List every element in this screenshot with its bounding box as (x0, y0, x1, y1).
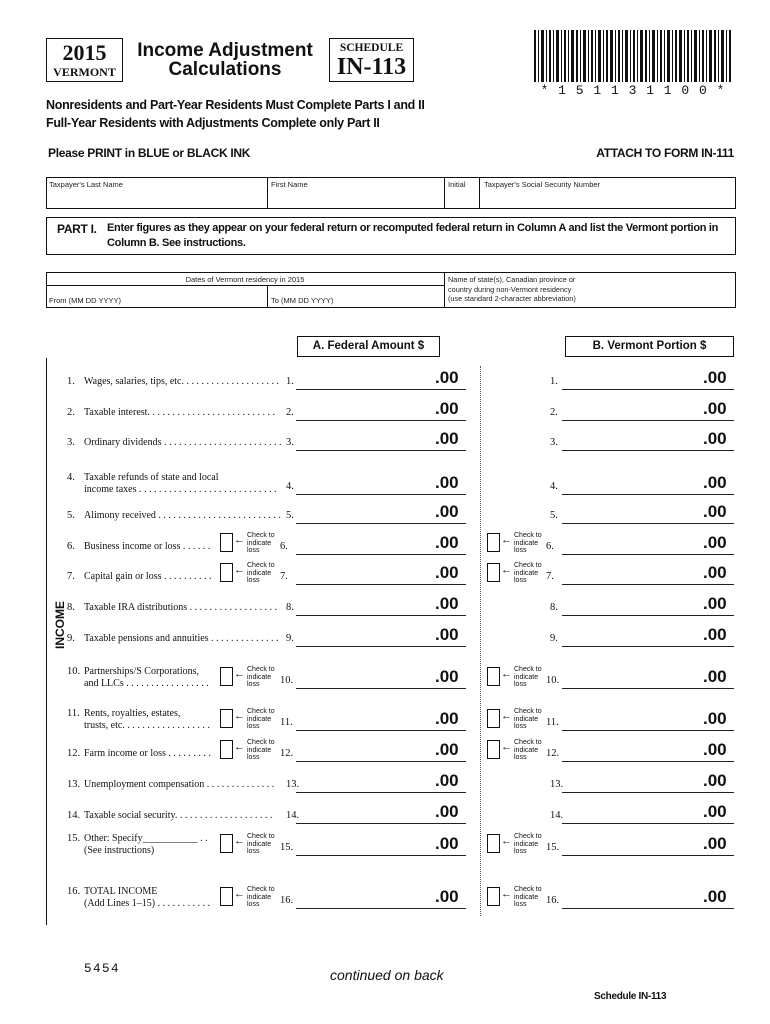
loss-label: indicate (247, 569, 272, 577)
column-b-amount-line (562, 523, 734, 524)
line-number: 14. (67, 810, 81, 821)
line-number: 16. (67, 886, 81, 897)
column-a-amount-input[interactable] (296, 630, 428, 646)
divider (267, 285, 268, 308)
line-label: Taxable IRA distributions . . . . . . . . . . . . . . . . . . (84, 602, 278, 613)
column-b-amount-line (562, 554, 734, 555)
year-box (46, 38, 123, 82)
column-a-cents: .00 (435, 709, 459, 728)
column-a-line-number: 11. (280, 717, 293, 728)
state-label-line3: (use standard 2-character abbreviation) (448, 294, 576, 303)
line-number: 1. (67, 376, 75, 387)
column-a-amount-line (296, 420, 466, 421)
column-a-amount-input[interactable] (296, 599, 428, 615)
column-a-loss-checkbox[interactable] (220, 533, 233, 552)
loss-label: loss (247, 681, 260, 688)
column-b-amount-line (562, 450, 734, 451)
column-a-cents: .00 (435, 802, 459, 821)
column-a-amount-line (296, 554, 466, 555)
line-label: income taxes . . . . . . . . . . . . . . . . . . . . . . . . . . . . (84, 484, 277, 495)
arrow-left-icon: ← (234, 564, 245, 576)
column-b-cents: .00 (703, 563, 727, 582)
column-a-loss-checkbox[interactable] (220, 709, 233, 728)
column-a-cents: .00 (435, 368, 459, 387)
column-a-amount-input[interactable] (296, 672, 428, 688)
loss-label: indicate (247, 840, 272, 848)
arrow-left-icon: ← (501, 668, 512, 680)
column-a-line-number: 2. (286, 407, 294, 418)
column-b-line-number: 6. (546, 541, 554, 552)
loss-label: loss (247, 754, 260, 761)
column-a-loss-checkbox[interactable] (220, 887, 233, 906)
loss-label: Check to (247, 562, 275, 569)
column-a-amount-line (296, 761, 466, 762)
column-b-line-number: 5. (550, 510, 558, 521)
part1-text-line2: Column B. See instructions. (107, 237, 246, 249)
column-b-amount-line (562, 688, 734, 689)
from-date-field[interactable] (48, 287, 265, 306)
column-b-cents: .00 (703, 740, 727, 759)
column-b-loss-checkbox[interactable] (487, 740, 500, 759)
loss-label: indicate (514, 715, 539, 723)
column-a-line-number: 15. (280, 842, 294, 853)
instruction-line2: Full-Year Residents with Adjustments Complete only Part II (46, 116, 380, 130)
arrow-left-icon: ← (501, 741, 512, 753)
column-b-header: B. Vermont Portion $ (565, 336, 734, 357)
column-b-amount-line (562, 615, 734, 616)
column-a-amount-line (296, 688, 466, 689)
first-name-field[interactable] (270, 190, 442, 207)
initial-label: Initial (448, 180, 466, 189)
column-a-cents: .00 (435, 667, 459, 686)
loss-label: indicate (514, 539, 539, 547)
loss-label: loss (514, 754, 527, 761)
column-a-amount-line (296, 450, 466, 451)
last-name-field[interactable] (48, 190, 265, 207)
column-a-amount-line (296, 823, 466, 824)
column-b-cents: .00 (703, 802, 727, 821)
column-b-cents: .00 (703, 502, 727, 521)
line-label: (See instructions) (84, 845, 155, 856)
line-label: Taxable refunds of state and local (84, 472, 219, 483)
column-b-cents: .00 (703, 625, 727, 644)
column-a-line-number: 5. (286, 510, 294, 521)
column-a-cents: .00 (435, 429, 459, 448)
column-a-loss-checkbox[interactable] (220, 740, 233, 759)
line-label: Rents, royalties, estates, (84, 708, 181, 719)
dates-header: Dates of Vermont residency in 2015 (185, 275, 305, 284)
column-a-amount-input[interactable] (296, 714, 428, 730)
column-a-amount-input[interactable] (296, 507, 428, 523)
arrow-left-icon: ← (234, 888, 245, 900)
ssn-label: Taxpayer's Social Security Number (484, 180, 601, 189)
loss-label: Check to (514, 833, 542, 840)
arrow-left-icon: ← (234, 741, 245, 753)
column-b-amount-input[interactable] (562, 507, 700, 523)
column-a-loss-checkbox[interactable] (220, 563, 233, 582)
loss-label: loss (514, 723, 527, 730)
column-a-cents: .00 (435, 594, 459, 613)
column-a-amount-line (296, 646, 466, 647)
line-label: Ordinary dividends . . . . . . . . . . . . . . . . . . . . . . . . (84, 437, 282, 448)
column-a-amount-input[interactable] (296, 373, 428, 389)
column-a-amount-line (296, 730, 466, 731)
column-a-line-number: 3. (286, 437, 294, 448)
loss-label: loss (514, 901, 527, 908)
column-a-line-number: 16. (280, 895, 294, 906)
loss-label: loss (514, 577, 527, 584)
column-b-line-number: 2. (550, 407, 558, 418)
column-b-amount-input[interactable] (562, 478, 700, 494)
column-b-cents: .00 (703, 533, 727, 552)
loss-label: loss (247, 848, 260, 855)
column-a-amount-input[interactable] (296, 538, 428, 554)
column-b-line-number: 7. (546, 571, 554, 582)
column-a-amount-input[interactable] (296, 892, 428, 908)
arrow-left-icon: ← (234, 668, 245, 680)
column-b-loss-checkbox[interactable] (487, 667, 500, 686)
column-a-cents: .00 (435, 563, 459, 582)
column-b-cents: .00 (703, 399, 727, 418)
column-b-loss-checkbox[interactable] (487, 834, 500, 853)
loss-label: Check to (514, 562, 542, 569)
attach-note: ATTACH TO FORM IN-111 (596, 146, 734, 160)
footer-schedule: Schedule IN-113 (594, 991, 667, 1002)
loss-label: loss (247, 577, 260, 584)
column-b-cents: .00 (703, 473, 727, 492)
column-b-amount-input[interactable] (562, 599, 700, 615)
column-b-amount-input[interactable] (562, 373, 700, 389)
continued-note: continued on back (330, 967, 444, 983)
column-a-line-number: 1. (286, 376, 294, 387)
column-a-line-number: 14. (286, 810, 300, 821)
line-label: (Add Lines 1–15) . . . . . . . . . . . (84, 898, 211, 909)
line-label: Unemployment compensation . . . . . . . . . . . . . . (84, 779, 275, 790)
line-number: 8. (67, 602, 75, 613)
loss-label: indicate (247, 673, 272, 681)
arrow-left-icon: ← (501, 534, 512, 546)
divider (444, 177, 445, 209)
column-b-cents: .00 (703, 834, 727, 853)
arrow-left-icon: ← (501, 888, 512, 900)
column-a-amount-line (296, 792, 466, 793)
column-b-loss-checkbox[interactable] (487, 563, 500, 582)
column-a-cents: .00 (435, 771, 459, 790)
to-date-field[interactable] (270, 287, 442, 306)
part1-text-line1: Enter figures as they appear on your federal return or recomputed federal return in Column A and list the Vermont portion in (107, 222, 719, 234)
line-number: 6. (67, 541, 75, 552)
column-b-line-number: 11. (546, 717, 559, 728)
column-b-line-number: 15. (546, 842, 560, 853)
column-a-cents: .00 (435, 834, 459, 853)
line-number: 11. (67, 708, 80, 719)
column-a-cents: .00 (435, 887, 459, 906)
column-a-amount-input[interactable] (296, 839, 428, 855)
column-b-amount-input[interactable] (562, 672, 700, 688)
column-b-cents: .00 (703, 429, 727, 448)
line-label: Other: Specify___________ . . (84, 833, 208, 844)
column-a-amount-input[interactable] (296, 745, 428, 761)
column-b-cents: .00 (703, 594, 727, 613)
loss-label: Check to (247, 708, 275, 715)
title-line1: Income Adjustment (137, 40, 313, 61)
column-a-cents: .00 (435, 502, 459, 521)
initial-field[interactable] (446, 190, 477, 207)
column-b-amount-input[interactable] (562, 630, 700, 646)
column-b-line-number: 12. (546, 748, 560, 759)
column-b-line-number: 8. (550, 602, 558, 613)
barcode-text: * 1 5 1 1 3 1 1 0 0 * (540, 83, 726, 98)
column-a-amount-input[interactable] (296, 776, 428, 792)
divider (479, 177, 480, 209)
column-b-line-number: 10. (546, 675, 560, 686)
line-number: 13. (67, 779, 81, 790)
form-code: 5454 (84, 962, 121, 976)
line-label: Farm income or loss . . . . . . . . . (84, 748, 211, 759)
first-name-label: First Name (271, 180, 308, 189)
divider (267, 177, 268, 209)
state-label-line2: country during non-Vermont residency (448, 284, 572, 294)
instruction-line1: Nonresidents and Part-Year Residents Must Complete Parts I and II (46, 98, 425, 112)
loss-label: Check to (247, 666, 275, 673)
column-a-cents: .00 (435, 740, 459, 759)
arrow-left-icon: ← (234, 835, 245, 847)
loss-label: indicate (514, 746, 539, 754)
column-b-amount-input[interactable] (562, 714, 700, 730)
column-b-line-number: 4. (550, 481, 558, 492)
column-b-line-number: 14. (550, 810, 564, 821)
column-b-amount-input[interactable] (562, 568, 700, 584)
column-b-line-number: 1. (550, 376, 558, 387)
line-label: Partnerships/S Corporations, (84, 666, 199, 677)
column-a-amount-line (296, 615, 466, 616)
column-a-amount-line (296, 523, 466, 524)
column-b-cents: .00 (703, 368, 727, 387)
loss-label: loss (247, 901, 260, 908)
column-a-loss-checkbox[interactable] (220, 667, 233, 686)
column-b-cents: .00 (703, 771, 727, 790)
loss-label: loss (247, 547, 260, 554)
column-a-amount-line (296, 494, 466, 495)
arrow-left-icon: ← (234, 710, 245, 722)
loss-label: Check to (514, 708, 542, 715)
loss-label: indicate (247, 893, 272, 901)
line-label: Taxable interest. . . . . . . . . . . . . . . . . . . . . . . . . . (84, 407, 275, 418)
loss-label: Check to (514, 532, 542, 539)
column-b-cents: .00 (703, 887, 727, 906)
line-number: 12. (67, 748, 81, 759)
line-label: Alimony received . . . . . . . . . . . . . . . . . . . . . . . . . (84, 510, 281, 521)
column-b-line-number: 3. (550, 437, 558, 448)
column-b-amount-line (562, 761, 734, 762)
column-b-loss-checkbox[interactable] (487, 709, 500, 728)
line-label: Capital gain or loss . . . . . . . . . . (84, 571, 212, 582)
arrow-left-icon: ← (501, 835, 512, 847)
column-a-loss-checkbox[interactable] (220, 834, 233, 853)
column-divider (480, 366, 482, 916)
line-label: trusts, etc. . . . . . . . . . . . . . . . . . (84, 720, 210, 731)
loss-label: indicate (247, 715, 272, 723)
tax-year: 2015 (62, 40, 107, 65)
divider (46, 285, 444, 286)
line-label: Taxable social security. . . . . . . . . . . . . . . . . . . . (84, 810, 273, 821)
state-names (448, 275, 576, 304)
column-b-amount-line (562, 420, 734, 421)
line-number: 2. (67, 407, 75, 418)
line-number: 7. (67, 571, 75, 582)
line-label: Wages, salaries, tips, etc. . . . . . . . . . . . . . . . . . . . (84, 376, 279, 387)
schedule-label: SCHEDULE (339, 42, 404, 54)
column-b-amount-input[interactable] (562, 745, 700, 761)
print-note: Please PRINT in BLUE or BLACK INK (48, 146, 251, 160)
state-name: VERMONT (53, 65, 116, 79)
column-a-line-number: 13. (286, 779, 300, 790)
column-b-amount-line (562, 908, 734, 909)
column-a-line-number: 8. (286, 602, 294, 613)
part1-label: PART I. (57, 222, 97, 236)
column-a-line-number: 9. (286, 633, 294, 644)
loss-label: indicate (514, 673, 539, 681)
loss-label: Check to (247, 739, 275, 746)
column-a-header: A. Federal Amount $ (297, 336, 440, 357)
column-b-loss-checkbox[interactable] (487, 533, 500, 552)
state-label-line1: Name of state(s), Canadian province or (448, 275, 576, 284)
line-label: TOTAL INCOME (84, 886, 158, 897)
line-number: 5. (67, 510, 75, 521)
column-b-amount-input[interactable] (562, 404, 700, 420)
column-a-amount-input[interactable] (296, 434, 428, 450)
column-b-amount-line (562, 792, 734, 793)
income-section-label: INCOME (53, 601, 67, 649)
arrow-left-icon: ← (501, 564, 512, 576)
column-a-line-number: 7. (280, 571, 288, 582)
column-b-cents: .00 (703, 709, 727, 728)
column-b-amount-line (562, 730, 734, 731)
column-a-line-number: 12. (280, 748, 294, 759)
loss-label: indicate (247, 746, 272, 754)
column-b-amount-input[interactable] (562, 807, 700, 823)
loss-label: Check to (247, 833, 275, 840)
column-b-line-number: 9. (550, 633, 558, 644)
column-a-cents: .00 (435, 473, 459, 492)
line-number: 15. (67, 833, 81, 844)
column-a-amount-line (296, 855, 466, 856)
column-a-amount-input[interactable] (296, 568, 428, 584)
column-b-amount-line (562, 389, 734, 390)
from-label: From (MM DD YYYY) (49, 296, 121, 305)
column-a-amount-line (296, 584, 466, 585)
state-field[interactable] (600, 274, 734, 306)
loss-label: loss (514, 681, 527, 688)
line-label: Taxable pensions and annuities . . . . . . . . . . . . . . (84, 633, 279, 644)
schedule-box (329, 38, 414, 82)
loss-label: loss (247, 723, 260, 730)
column-b-line-number: 16. (546, 895, 560, 906)
column-a-line-number: 6. (280, 541, 288, 552)
column-a-amount-input[interactable] (296, 404, 428, 420)
line-number: 3. (67, 437, 75, 448)
loss-label: loss (514, 848, 527, 855)
loss-label: Check to (247, 532, 275, 539)
loss-label: indicate (514, 893, 539, 901)
column-a-line-number: 4. (286, 481, 294, 492)
column-b-amount-line (562, 823, 734, 824)
divider (444, 272, 445, 308)
loss-label: indicate (514, 569, 539, 577)
loss-label: indicate (514, 840, 539, 848)
column-b-amount-line (562, 494, 734, 495)
column-b-amount-input[interactable] (562, 434, 700, 450)
arrow-left-icon: ← (234, 534, 245, 546)
column-b-amount-input[interactable] (562, 892, 700, 908)
line-label: Business income or loss . . . . . . (84, 541, 211, 552)
loss-label: indicate (247, 539, 272, 547)
column-b-amount-input[interactable] (562, 538, 700, 554)
ssn-field[interactable] (481, 190, 734, 207)
title-line2: Calculations (168, 59, 282, 80)
column-a-cents: .00 (435, 625, 459, 644)
loss-label: loss (514, 547, 527, 554)
column-a-amount-input[interactable] (296, 807, 428, 823)
arrow-left-icon: ← (501, 710, 512, 722)
line-number: 9. (67, 633, 75, 644)
column-a-amount-input[interactable] (296, 478, 428, 494)
column-b-line-number: 13. (550, 779, 564, 790)
column-a-amount-line (296, 389, 466, 390)
form-id: IN-113 (336, 54, 407, 80)
column-a-cents: .00 (435, 533, 459, 552)
last-name-label: Taxpayer's Last Name (49, 180, 123, 189)
column-b-amount-line (562, 855, 734, 856)
barcode (534, 30, 732, 82)
line-number: 10. (67, 666, 81, 677)
column-b-amount-input[interactable] (562, 839, 700, 855)
loss-label: Check to (247, 886, 275, 893)
line-number: 4. (67, 472, 75, 483)
column-b-amount-input[interactable] (562, 776, 700, 792)
to-label: To (MM DD YYYY) (271, 296, 334, 305)
loss-label: Check to (514, 666, 542, 673)
form-title (130, 41, 320, 79)
line-label: and LLCs . . . . . . . . . . . . . . . . . (84, 678, 209, 689)
loss-label: Check to (514, 886, 542, 893)
loss-label: Check to (514, 739, 542, 746)
column-a-cents: .00 (435, 399, 459, 418)
column-b-amount-line (562, 584, 734, 585)
column-b-amount-line (562, 646, 734, 647)
column-b-cents: .00 (703, 667, 727, 686)
column-b-loss-checkbox[interactable] (487, 887, 500, 906)
column-a-line-number: 10. (280, 675, 294, 686)
column-a-amount-line (296, 908, 466, 909)
